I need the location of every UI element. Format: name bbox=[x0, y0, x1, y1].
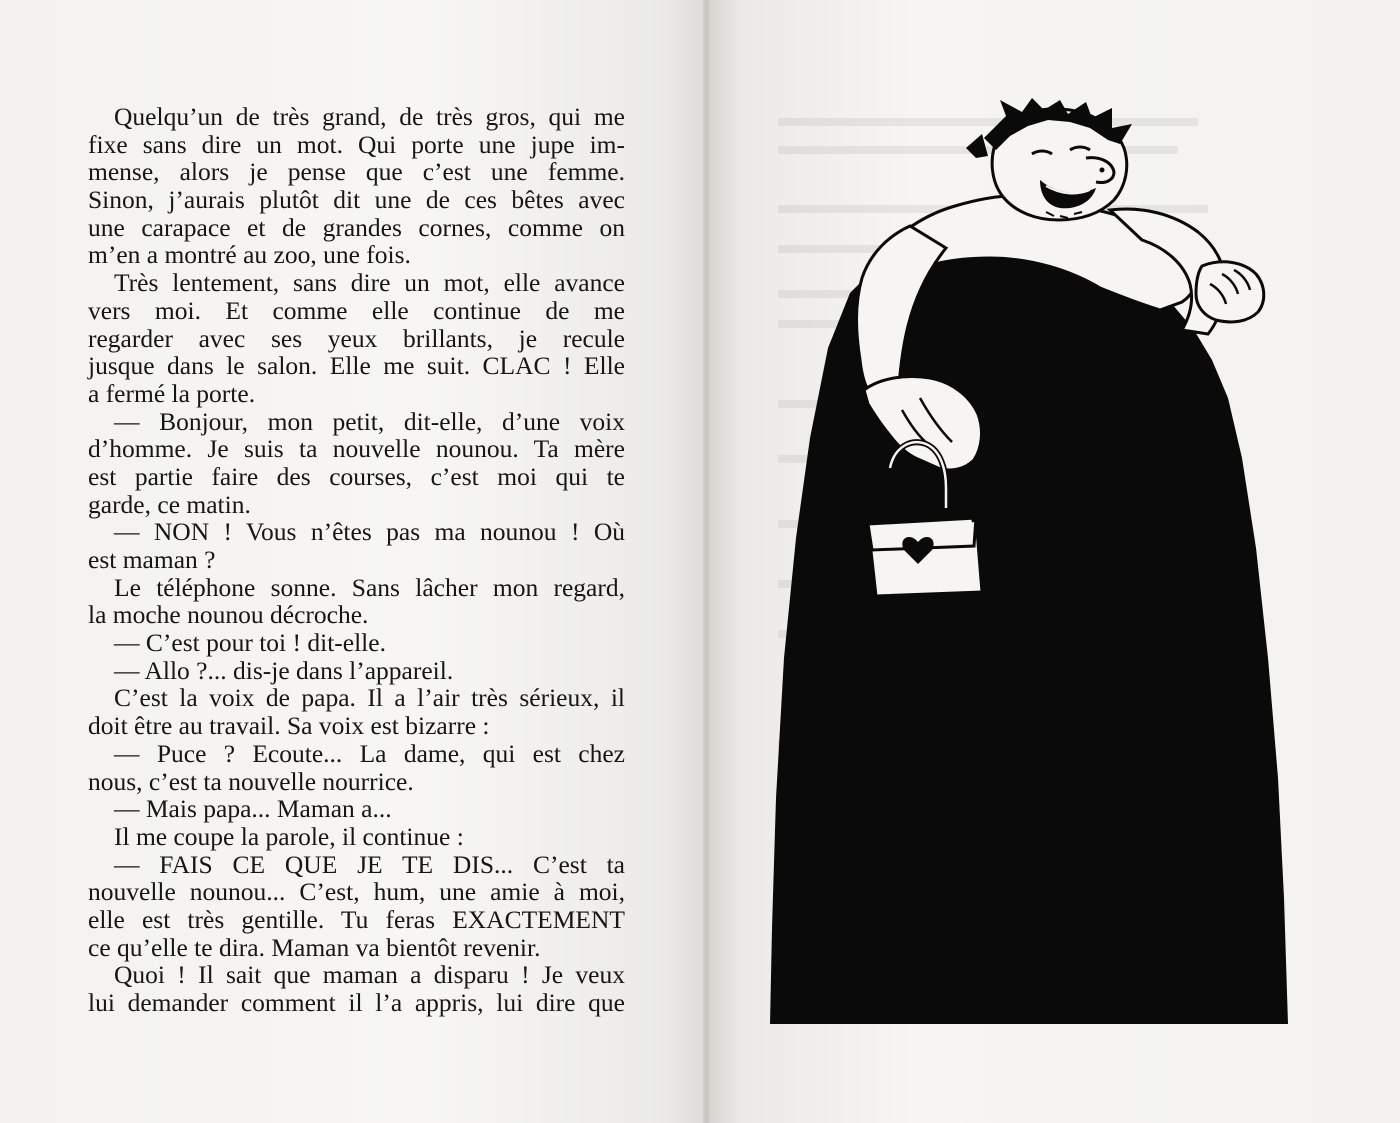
text-line: — Bonjour, mon petit, dit-elle, d’une voix bbox=[114, 406, 625, 436]
text-line: garde, ce matin. bbox=[88, 489, 251, 519]
text-line: ce qu’elle te dira. Maman va bientôt revenir. bbox=[88, 932, 541, 962]
story-text bbox=[88, 103, 625, 1017]
text-line: m’en a montré au zoo, une fois. bbox=[88, 240, 411, 270]
text-line: — FAIS CE QUE JE TE DIS... C’est ta bbox=[114, 849, 625, 879]
text-line: une carapace et de grandes cornes, comme on bbox=[88, 212, 625, 242]
text-line: Très lentement, sans dire un mot, elle avance bbox=[114, 268, 625, 298]
nanny-with-handbag-illustration bbox=[770, 98, 1306, 1026]
book-gutter bbox=[703, 0, 711, 1123]
text-line: — C’est pour toi ! dit-elle. bbox=[114, 628, 386, 658]
right-page bbox=[708, 0, 1400, 1123]
text-line: — Puce ? Ecoute... La dame, qui est chez bbox=[114, 738, 625, 768]
text-line: Le téléphone sonne. Sans lâcher mon regard, bbox=[114, 572, 625, 602]
text-line: mense, alors je pense que c’est une femme. bbox=[88, 157, 625, 187]
text-line: elle est très gentille. Tu feras EXACTEMENT bbox=[88, 904, 625, 934]
text-line: — Mais papa... Maman a... bbox=[114, 794, 392, 824]
text-line: Quelqu’un de très grand, de très gros, qui me bbox=[114, 102, 625, 131]
text-line: est maman ? bbox=[88, 545, 216, 574]
text-line: la moche nounou décroche. bbox=[88, 600, 369, 630]
text-line: jusque dans le salon. Elle me suit. CLAC ! Elle bbox=[88, 351, 625, 381]
text-line: vers moi. Et comme elle continue de me bbox=[88, 295, 625, 325]
text-line: fixe sans dire un mot. Qui porte une jupe im- bbox=[88, 129, 625, 159]
text-line: C’est la voix de papa. Il a l’air très sérieux, il bbox=[114, 683, 625, 713]
text-line: Quoi ! Il sait que maman a disparu ! Je veux bbox=[114, 960, 625, 990]
text-line: doit être au travail. Sa voix est bizarre : bbox=[88, 711, 490, 741]
text-line: a fermé la porte. bbox=[88, 378, 256, 408]
text-line: d’homme. Je suis ta nouvelle nounou. Ta mère bbox=[88, 434, 625, 464]
text-line: — NON ! Vous n’êtes pas ma nounou ! Où bbox=[114, 517, 625, 547]
text-line: est partie faire des courses, c’est moi qui te bbox=[88, 461, 625, 491]
text-line: nous, c’est ta nouvelle nourrice. bbox=[88, 766, 414, 796]
text-line: lui demander comment il l’a appris, lui dire que bbox=[88, 988, 625, 1017]
text-line: Il me coupe la parole, il continue : bbox=[114, 821, 464, 851]
text-line: — Allo ?... dis-je dans l’appareil. bbox=[114, 655, 454, 685]
text-line: regarder avec ses yeux brillants, je recule bbox=[88, 323, 625, 353]
text-line: nouvelle nounou... C’est, hum, une amie à moi, bbox=[88, 877, 625, 907]
text-line: Sinon, j’aurais plutôt dit une de ces bêtes avec bbox=[88, 185, 625, 215]
